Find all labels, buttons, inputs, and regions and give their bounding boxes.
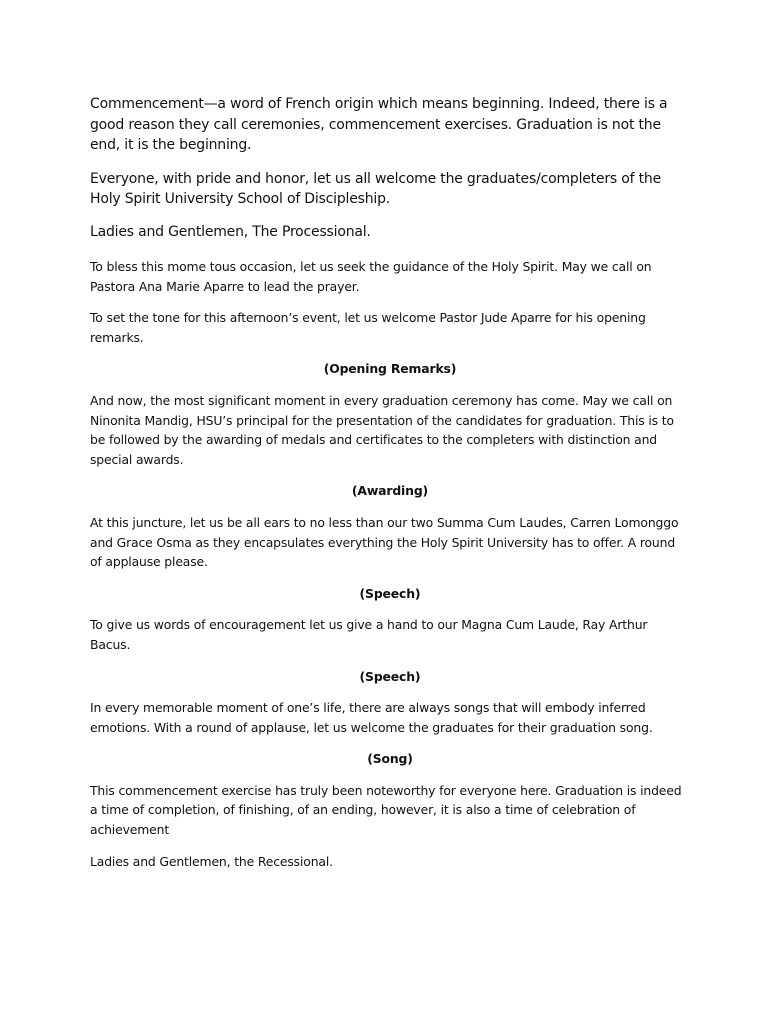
opening-remarks-heading: (Opening Remarks): [323, 361, 457, 377]
opening-remarks-intro-paragraph: To set the tone for this afternoon’s event, let us welcome Pastor Jude Aparre for his opening remarks.: [90, 310, 646, 345]
speech-heading-1: (Speech): [359, 585, 421, 601]
recessional-paragraph: Ladies and Gentlemen, the Recessional.: [90, 853, 333, 869]
presentation-paragraph: And now, the most significant moment in every graduation ceremony has come. May we call on Ninonita Mandig, HSU’s principal for the presentation of the candidates for graduation. This is to be followed by the awarding of medals and certificates to the completers with distinction and special awards.: [90, 392, 674, 467]
document-page: [90, 94, 690, 883]
song-heading: (Song): [367, 751, 413, 767]
magna-cum-laude-paragraph: To give us words of encouragement let us give a hand to our Magna Cum Laude, Ray Arthur Bacus.: [90, 617, 648, 652]
intro-paragraph: Commencement—a word of French origin which means beginning. Indeed, there is a good reason they call ceremonies, commencement exercises. Graduation is not the end, it is the beginning.: [90, 96, 668, 153]
closing-paragraph: This commencement exercise has truly been noteworthy for everyone here. Graduation is indeed a time of completion, of finishing, of an ending, however, it is also a time of celebration of achievement: [90, 782, 682, 838]
welcome-paragraph: Everyone, with pride and honor, let us all welcome the graduates/completers of the Holy Spirit University School of Discipleship.: [90, 170, 661, 207]
graduation-song-paragraph: In every memorable moment of one’s life, there are always songs that will embody inferred emotions. With a round of applause, let us welcome the graduates for their graduation song.: [90, 700, 653, 735]
speech-heading-2: (Speech): [359, 668, 421, 684]
prayer-paragraph: To bless this mome tous occasion, let us seek the guidance of the Holy Spirit. May we call on Pastora Ana Marie Aparre to lead the prayer.: [90, 259, 652, 294]
processional-paragraph: Ladies and Gentlemen, The Processional.: [90, 223, 371, 240]
awarding-heading: (Awarding): [351, 483, 429, 499]
summa-cum-laude-paragraph: At this juncture, let us be all ears to no less than our two Summa Cum Laudes, Carren Lomonggo and Grace Osma as they encapsulates everything the Holy Spirit University has to offer. A round of applause please.: [90, 514, 679, 570]
